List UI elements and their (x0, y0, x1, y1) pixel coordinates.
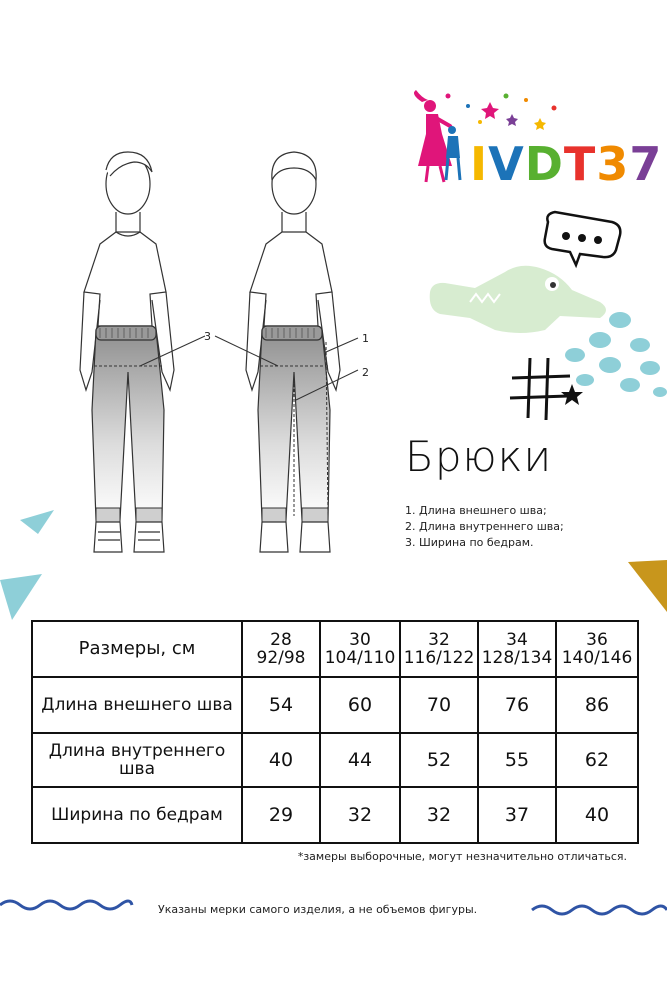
table-cell: 52 (400, 733, 478, 787)
size-header: 36 140/146 (556, 621, 638, 677)
front-view-trousers (92, 326, 164, 522)
marker-2: 2 (362, 366, 369, 379)
speech-bubble-icon (545, 212, 621, 265)
legend-item-outseam: 1. Длина внешнего шва; (405, 504, 547, 517)
table-cell: 55 (478, 733, 556, 787)
table-cell: 60 (320, 677, 400, 733)
marker-1: 1 (362, 332, 369, 345)
table-cell: 32 (320, 787, 400, 843)
size-header: 34 128/134 (478, 621, 556, 677)
table-cell: 32 (400, 787, 478, 843)
teal-dots (565, 312, 667, 397)
marker-3: 3 (204, 330, 211, 343)
mustard-triangle (628, 560, 667, 612)
hashtag-icon (510, 358, 570, 420)
table-cell: 54 (242, 677, 320, 733)
table-cell: 40 (556, 787, 638, 843)
size-table (31, 620, 639, 844)
measurement-legend (405, 503, 564, 551)
star-icon (561, 384, 583, 405)
table-cell: 86 (556, 677, 638, 733)
measurement-note: Указаны мерки самого изделия, а не объемов фигуры. (158, 903, 478, 916)
table-cell: 40 (242, 733, 320, 787)
table-cell: 44 (320, 733, 400, 787)
legend-item-inseam: 2. Длина внутреннего шва; (405, 520, 564, 533)
size-header: 30 104/110 (320, 621, 400, 677)
back-view-trousers (258, 326, 330, 522)
wave-right (532, 906, 667, 914)
measurement-footnote: *замеры выборочные, могут незначительно отличаться. (297, 850, 627, 863)
table-cell: 76 (478, 677, 556, 733)
size-header: 28 92/98 (242, 621, 320, 677)
size-header: 32 116/122 (400, 621, 478, 677)
table-row (32, 677, 638, 733)
child-figure-icon (446, 126, 460, 180)
table-cell: 70 (400, 677, 478, 733)
table-row (32, 733, 638, 787)
front-view-shoes (94, 522, 164, 552)
table-header-row (32, 621, 638, 677)
teal-triangle-small (20, 510, 54, 534)
table-row (32, 787, 638, 843)
trousers-technical-drawing (60, 140, 390, 580)
product-title: Брюки (405, 432, 553, 481)
table-cell: 62 (556, 733, 638, 787)
back-view-shoes (260, 522, 330, 552)
table-cell: 29 (242, 787, 320, 843)
table-cell: 37 (478, 787, 556, 843)
row-label: Ширина по бедрам (32, 787, 242, 843)
crocodile-icon (430, 266, 606, 333)
table-corner-label: Размеры, см (32, 621, 242, 677)
legend-item-hip-width: 3. Ширина по бедрам. (405, 536, 534, 549)
teal-triangle-large (0, 574, 42, 620)
wave-left (0, 901, 132, 909)
logo-text: IVDT37 (470, 137, 663, 191)
row-label: Длина внутреннего шва (32, 733, 242, 787)
row-label: Длина внешнего шва (32, 677, 242, 733)
brand-logo (408, 88, 663, 191)
confetti-icon (446, 94, 557, 131)
